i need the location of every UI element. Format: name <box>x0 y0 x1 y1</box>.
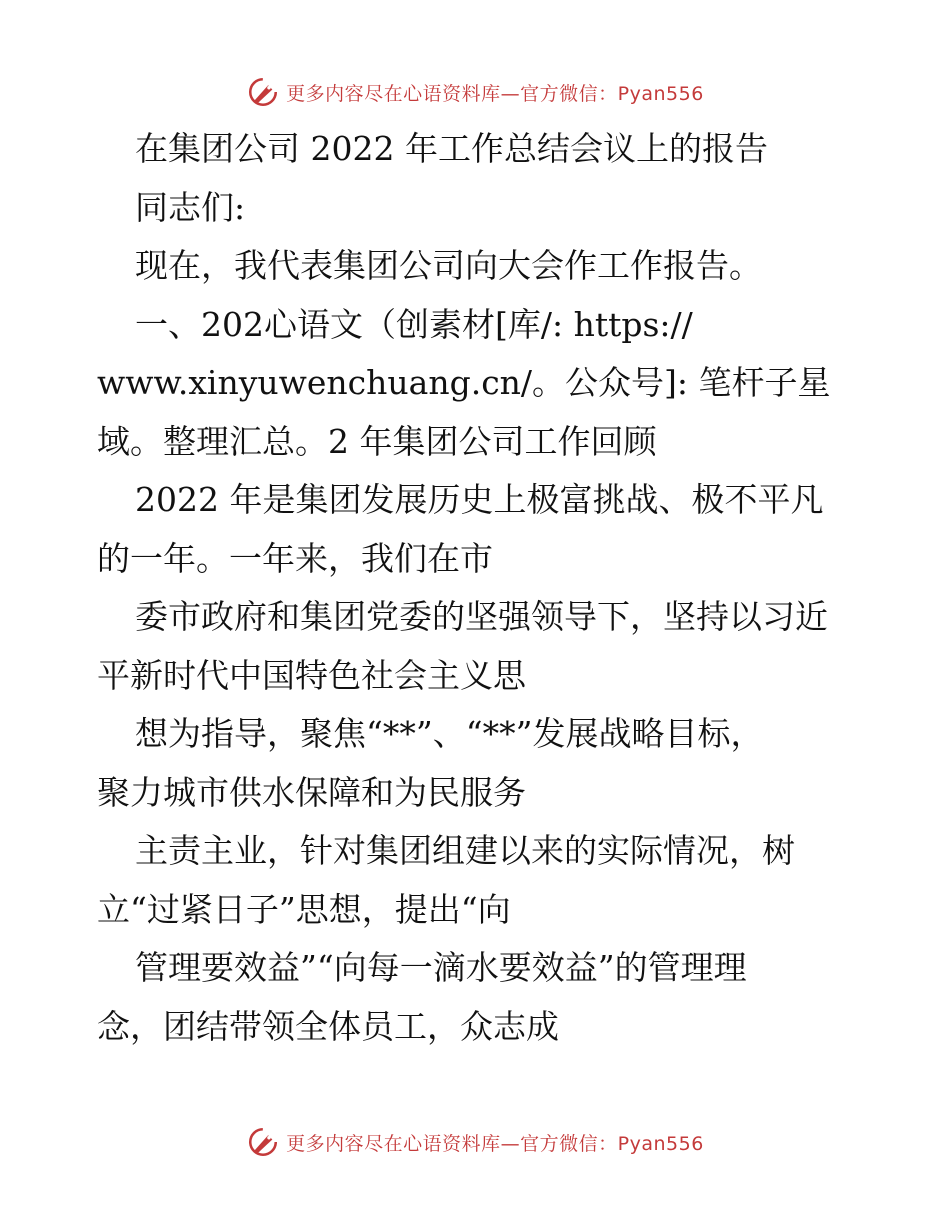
doc-line: 一、202心语文（创素材[库/: https:// <box>135 304 693 344</box>
doc-line: 2022 年是集团发展历史上极富挑战、极不平凡 <box>135 480 824 519</box>
doc-line: 聚力城市供水保障和为民服务 <box>97 772 526 812</box>
doc-line: www.xinyuwenchuang.cn/。公众号]: 笔杆子星 <box>97 363 831 402</box>
header-watermark <box>0 72 950 112</box>
doc-line: 委市政府和集团党委的坚强领导下，坚持以习近 <box>135 597 828 636</box>
doc-line: 域。整理汇总。2 年集团公司工作回顾 <box>97 421 657 461</box>
doc-line: 现在，我代表集团公司向大会作工作报告。 <box>135 246 762 285</box>
header-watermark-text: 更多内容尽在心语资料库—官方微信：Pyan556 <box>286 82 704 105</box>
doc-line: 平新时代中国特色社会主义思 <box>97 655 526 695</box>
doc-line: 管理要效益”“向每一滴水要效益”的管理理 <box>135 948 747 987</box>
pen-nib-logo-icon <box>246 1125 280 1159</box>
doc-title: 在集团公司 2022 年工作总结会议上的报告 <box>135 129 768 168</box>
document-body <box>97 120 887 1056</box>
doc-line: 主责主业，针对集团组建以来的实际情况，树 <box>135 831 795 870</box>
footer-watermark-text: 更多内容尽在心语资料库—官方微信：Pyan556 <box>286 1132 704 1155</box>
doc-line: 的一年。一年来，我们在市 <box>97 538 493 578</box>
doc-line: 念，团结带领全体员工，众志成 <box>97 1006 559 1046</box>
doc-line: 立“过紧日子”思想，提出“向 <box>97 889 511 929</box>
doc-line: 想为指导，聚焦“**”、“**”发展战略目标， <box>135 714 764 753</box>
doc-line: 同志们: <box>135 187 246 227</box>
pen-nib-logo-icon <box>246 75 280 109</box>
footer-watermark <box>0 1122 950 1162</box>
